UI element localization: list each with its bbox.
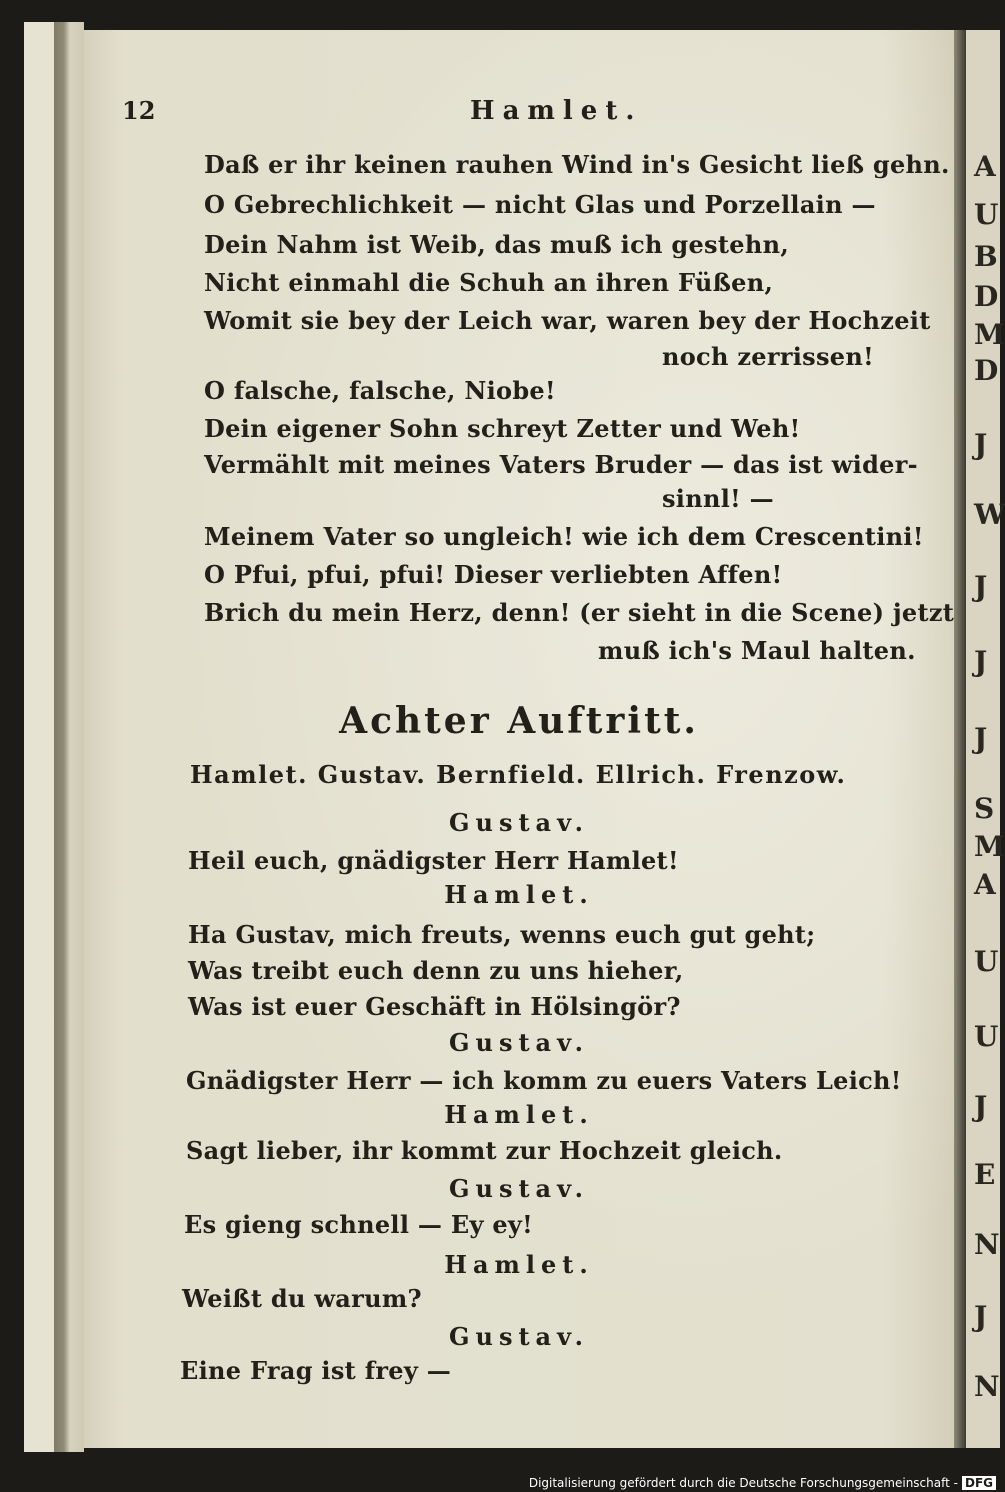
verse-line: O falsche, falsche, Niobe! xyxy=(204,376,556,405)
dialogue-line: Heil euch, gnädigster Herr Hamlet! xyxy=(188,846,679,875)
next-page-glyph: M xyxy=(974,318,1005,351)
verse-line: Daß er ihr keinen rauhen Wind in's Gesicht ließ gehn. xyxy=(204,150,950,179)
speaker-name: Gustav. xyxy=(449,808,589,837)
next-page-glyph: N xyxy=(974,1370,1000,1403)
next-page-glyph: J xyxy=(974,1300,988,1333)
verse-line: Womit sie bey der Leich war, waren bey der Hochzeit xyxy=(204,306,931,335)
next-page-glyph: J xyxy=(974,570,988,603)
next-page-glyph: J xyxy=(974,1090,988,1123)
dfg-logo: DFG xyxy=(962,1476,996,1490)
dialogue-line: Es gieng schnell — Ey ey! xyxy=(184,1210,533,1239)
verse-line: Dein Nahm ist Weib, das muß ich gestehn, xyxy=(204,230,789,259)
next-page-glyph: U xyxy=(974,1020,999,1053)
next-page-glyph: A xyxy=(974,868,996,901)
dialogue-line: Eine Frag ist frey — xyxy=(180,1356,452,1385)
speaker-name: Gustav. xyxy=(449,1322,589,1351)
speaker-name: Hamlet. xyxy=(444,1250,594,1279)
verse-line: Nicht einmahl die Schuh an ihren Füßen, xyxy=(204,268,774,297)
verse-line: sinnl! — xyxy=(662,484,774,513)
dialogue-line: Ha Gustav, mich freuts, wenns euch gut geht; xyxy=(188,920,816,949)
next-page-glyph: U xyxy=(974,198,999,231)
next-page-glyph: U xyxy=(974,945,999,978)
page-number: 12 xyxy=(122,96,156,125)
speaker-name: Hamlet. xyxy=(444,880,594,909)
dialogue-line: Weißt du warum? xyxy=(182,1284,422,1313)
credit-text: Digitalisierung gefördert durch die Deutsche Forschungsgemeinschaft - xyxy=(528,1476,958,1490)
next-page-glyph: D xyxy=(974,280,999,313)
dialogue-line: Was treibt euch denn zu uns hieher, xyxy=(188,956,684,985)
verse-line: O Gebrechlichkeit — nicht Glas und Porzellain — xyxy=(204,190,876,219)
speaker-name: Gustav. xyxy=(449,1028,589,1057)
next-page-glyph: A xyxy=(974,150,996,183)
verse-line: O Pfui, pfui, pfui! Dieser verliebten Affen! xyxy=(204,560,783,589)
scene-title: Achter Auftritt. xyxy=(339,700,699,742)
verse-line: Brich du mein Herz, denn! (er sieht in die Scene) jetzt xyxy=(204,598,955,627)
next-page-glyph: E xyxy=(974,1158,996,1191)
verse-line: muß ich's Maul halten. xyxy=(598,636,916,665)
verse-line: Vermählt mit meines Vaters Bruder — das ist wider- xyxy=(204,450,918,479)
verse-line: noch zerrissen! xyxy=(662,342,874,371)
verse-line: Dein eigener Sohn schreyt Zetter und Weh! xyxy=(204,414,801,443)
next-page-glyph: J xyxy=(974,428,988,461)
next-page-glyph: J xyxy=(974,645,988,678)
next-page-glyph: W xyxy=(974,498,1005,531)
next-page-glyph: B xyxy=(974,240,998,273)
dialogue-line: Was ist euer Geschäft in Hölsingör? xyxy=(188,992,681,1021)
dialogue-line: Sagt lieber, ihr kommt zur Hochzeit gleich. xyxy=(186,1136,783,1165)
digitization-credit xyxy=(529,1476,996,1490)
verse-line: Meinem Vater so ungleich! wie ich dem Crescentini! xyxy=(204,522,924,551)
speaker-name: Gustav. xyxy=(449,1174,589,1203)
speaker-name: Hamlet. xyxy=(444,1100,594,1129)
next-page-glyph: N xyxy=(974,1228,1000,1261)
next-page-glyph: J xyxy=(974,722,988,755)
next-page-glyph: D xyxy=(974,354,999,387)
running-head: Hamlet. xyxy=(470,96,643,126)
next-page-glyph: M xyxy=(974,830,1005,863)
dialogue-line: Gnädigster Herr — ich komm zu euers Vaters Leich! xyxy=(186,1066,902,1095)
next-page-glyph: S xyxy=(974,792,995,825)
cast-list: Hamlet. Gustav. Bernfield. Ellrich. Frenzow. xyxy=(190,760,847,789)
